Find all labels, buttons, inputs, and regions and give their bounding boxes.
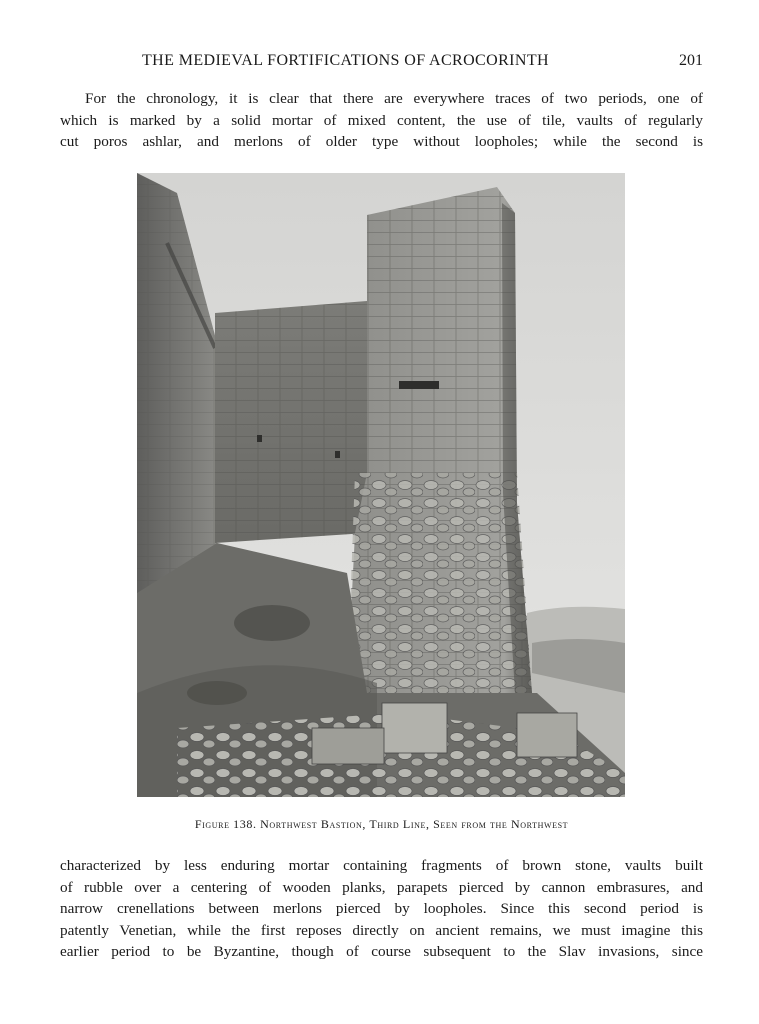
running-title: THE MEDIEVAL FORTIFICATIONS OF ACROCORINTH <box>142 52 549 69</box>
text-line: For the chronology, it is clear that there are everywhere traces of two periods, one of <box>85 90 703 107</box>
text-line: earlier period to be Byzantine, though of course subsequent to the Slav invasions, since <box>60 943 703 960</box>
text-line: patently Venetian, while the first reposes directly on ancient remains, we must imagine this <box>60 921 703 939</box>
paragraph-bottom <box>60 855 703 963</box>
bastion-photo-illustration <box>137 173 625 797</box>
paragraph-top <box>60 88 703 153</box>
figure-photograph <box>137 173 625 797</box>
text-line: cut poros ashlar, and merlons of older type without loopholes; while the second is <box>60 133 703 150</box>
text-line: narrow crenellations between merlons pierced by loopholes. Since this second period is <box>60 900 703 917</box>
text-line: of rubble over a centering of wooden planks, parapets pierced by cannon embrasures, and <box>60 878 703 896</box>
figure-caption: Figure 138. Northwest Bastion, Third Line, Seen from the Northwest <box>194 817 569 831</box>
text-line: characterized by less enduring mortar containing fragments of brown stone, vaults built <box>60 857 703 874</box>
running-head <box>60 50 703 76</box>
text-line: which is marked by a solid mortar of mixed content, the use of tile, vaults of regularly <box>60 111 703 129</box>
page-number: 201 <box>679 52 703 69</box>
